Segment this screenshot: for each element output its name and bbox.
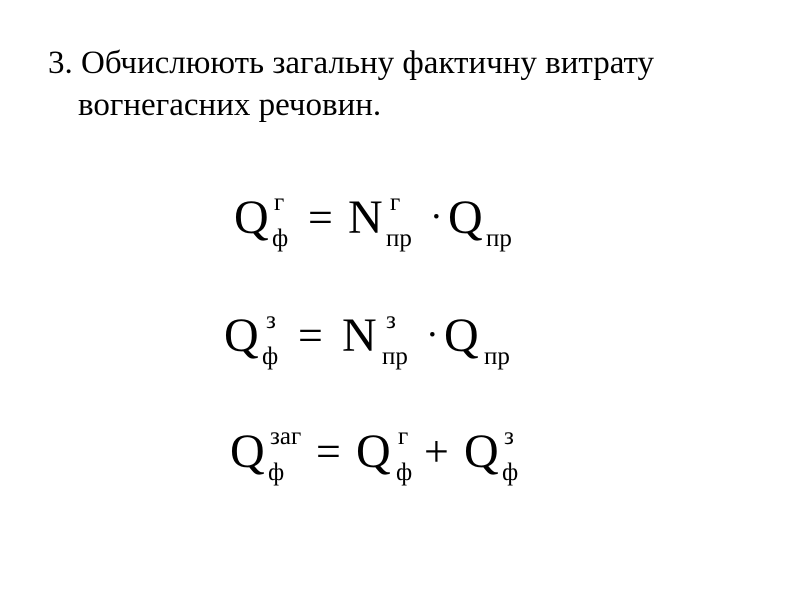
formula-2-rhs1-sub: пр <box>382 343 408 370</box>
formula-3-equals: = <box>316 427 341 476</box>
formula-1-rhs1-sub: пр <box>386 225 412 252</box>
formula-3-rhs2-symbol: Q <box>464 425 499 478</box>
formula-1-lhs-sup: г <box>274 189 285 216</box>
formula-2-lhs-sup: з <box>266 307 276 334</box>
formula-1-lhs-sub: ф <box>272 225 289 252</box>
formula-1-operator: · <box>430 196 443 238</box>
formula-1-lhs-symbol: Q <box>234 191 269 244</box>
step-text-line2: вогнегасних речовин. <box>78 87 382 123</box>
formula-3-lhs-sub: ф <box>268 459 285 486</box>
step-description <box>48 42 768 126</box>
formula-1 <box>0 190 800 260</box>
formula-3-rhs2-sub: ф <box>502 459 519 486</box>
formula-3-lhs-symbol: Q <box>230 425 265 478</box>
formula-2-rhs1-sup: з <box>386 307 396 334</box>
formula-3-lhs-sup: заг <box>270 423 302 450</box>
formula-3-rhs1-sup: г <box>398 423 409 450</box>
formula-1-rhs2-symbol: Q <box>448 191 483 244</box>
step-number: 3. <box>48 45 73 81</box>
formula-2-lhs-sub: ф <box>262 343 279 370</box>
formula-2-operator: · <box>426 314 439 356</box>
formula-3-rhs1-symbol: Q <box>356 425 391 478</box>
formula-1-equals: = <box>308 193 333 242</box>
formula-2-rhs2-sub: пр <box>484 343 510 370</box>
formula-1-rhs2-sub: пр <box>486 225 512 252</box>
formula-1-rhs1-symbol: N <box>348 191 383 244</box>
formula-2-lhs-symbol: Q <box>224 309 259 362</box>
formula-3-rhs2-sup: з <box>504 423 514 450</box>
formula-2 <box>0 308 800 378</box>
step-text-line1: Обчислюють загальну фактичну витрату <box>81 45 654 81</box>
formula-2-rhs1-symbol: N <box>342 309 377 362</box>
formula-1-rhs1-sup: г <box>390 189 401 216</box>
formula-2-equals: = <box>298 311 323 360</box>
formula-3-operator: + <box>424 427 449 476</box>
formula-2-rhs2-symbol: Q <box>444 309 479 362</box>
formula-3 <box>0 424 800 494</box>
formula-3-rhs1-sub: ф <box>396 459 413 486</box>
